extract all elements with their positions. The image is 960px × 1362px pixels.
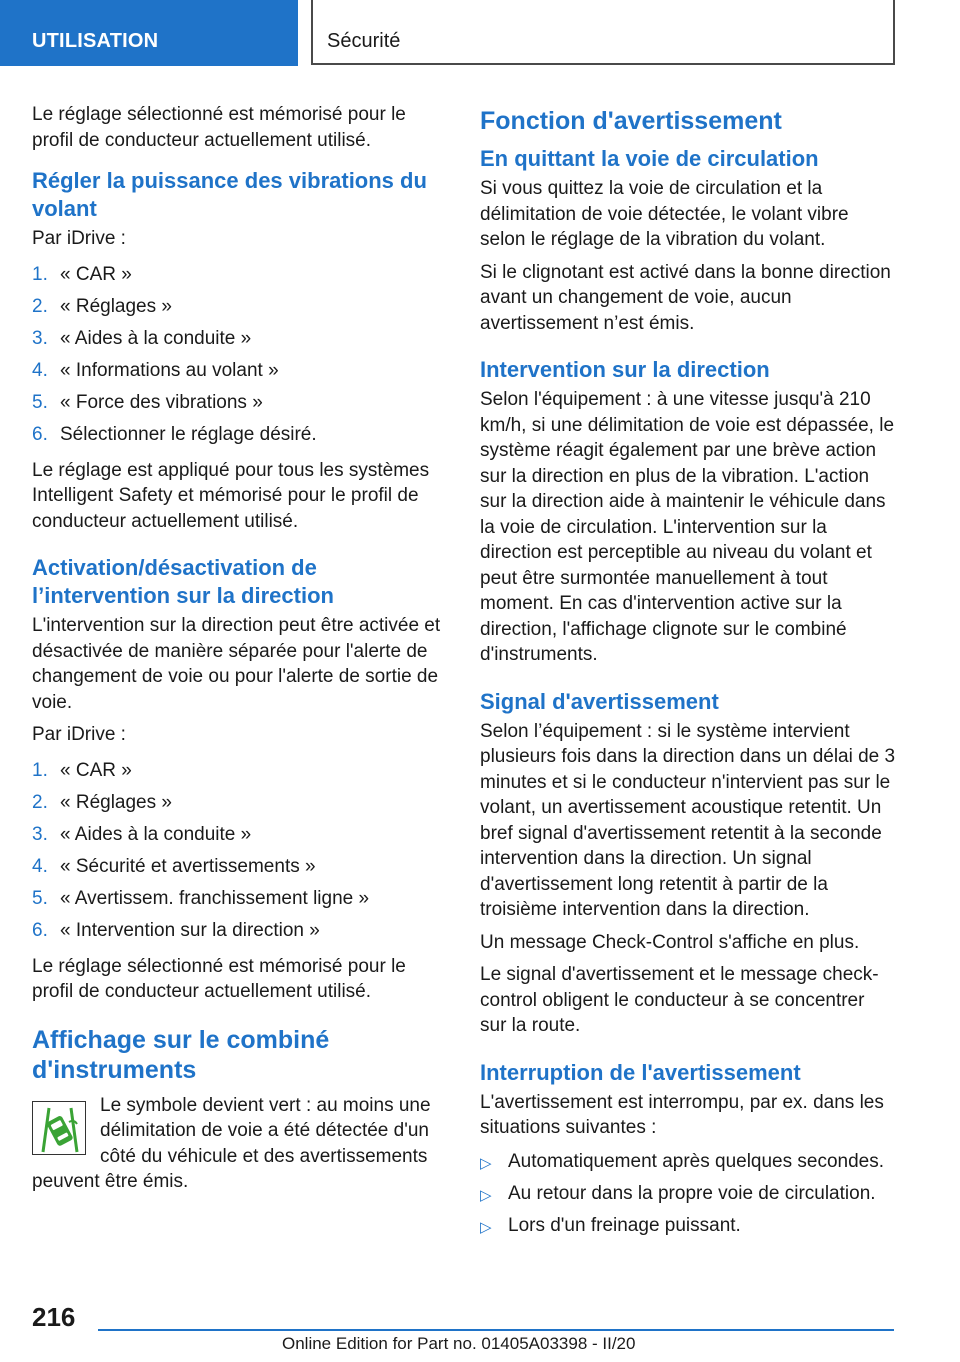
activation-heading: Activation/désactivation de l’intervention sur la direction <box>32 555 334 608</box>
list-item: 5. « Force des vibrations » <box>32 391 263 413</box>
interruption-list <box>480 1149 896 1245</box>
list-item: 1. « CAR » <box>32 759 132 781</box>
footer-divider <box>98 1329 894 1331</box>
list-item: 1. « CAR » <box>32 263 132 285</box>
intro-paragraph: Le réglage sélectionné est mémorisé pour le profil de conducteur actuellement utilisé. <box>32 104 406 151</box>
chapter-title: Sécurité <box>311 0 895 65</box>
leaving-lane-heading: En quittant la voie de circulation <box>480 146 819 171</box>
list-item: 4. « Sécurité et avertissements » <box>32 855 316 877</box>
section-tab: UTILISATION <box>0 0 298 66</box>
list-item: 3. « Aides à la conduite » <box>32 823 252 845</box>
edition-note: Online Edition for Part no. 01405A03398 - II/20 <box>282 1334 636 1353</box>
list-item: ▷ Lors d'un freinage puissant. <box>480 1213 896 1245</box>
page-number: 216 <box>32 1302 76 1332</box>
triangle-bullet-icon: ▷ <box>480 1154 492 1172</box>
steering-heading: Intervention sur la direction <box>480 357 770 382</box>
activation-steps <box>32 758 448 950</box>
left-column <box>32 102 448 1202</box>
activation-body: L'intervention sur la direction peut être activée et désactivée de manière séparée pour l'alerte de changement de voie ou pour l'alerte de sortie de voie. <box>32 615 441 713</box>
steering-p1: Selon l'équipement : à une vitesse jusqu'à 210 km/h, si une délimitation de voie est dépassée, le système réagit également par une brève action sur la direction en plus de la vibration. L'action sur la direction aide à maintenir le véhicule dans la voie de circulation. L'intervention sur la direction est perceptible au niveau du volant et peut être surmontée manuellement à tout moment. En cas d'intervention active sur la direction, l'affichage clignote sur le combiné d'instruments. <box>480 389 895 665</box>
signal-p2: Un message Check-Control s'affiche en plus. <box>480 931 860 953</box>
list-item: 2. « Réglages » <box>32 791 172 813</box>
vibration-lead: Par iDrive : <box>32 228 126 249</box>
activation-lead: Par iDrive : <box>32 724 126 745</box>
activation-after: Le réglage sélectionné est mémorisé pour le profil de conducteur actuellement utilisé. <box>32 955 406 1002</box>
list-item: 6. « Intervention sur la direction » <box>32 919 320 941</box>
vibration-heading: Régler la puissance des vibrations du volant <box>32 168 427 221</box>
right-column <box>480 102 896 1245</box>
display-body: Le symbole devient vert : au moins une délimitation de voie a été détectée d'un côté du véhicule et des avertissements peuvent être émis. <box>32 1094 431 1192</box>
interruption-heading: Interruption de l'avertissement <box>480 1059 801 1085</box>
warning-function-heading: Fonction d'avertissement <box>480 107 782 135</box>
lane-assist-icon <box>32 1101 86 1155</box>
triangle-bullet-icon: ▷ <box>480 1186 492 1204</box>
signal-p3: Le signal d'avertissement et le message check-control obligent le conducteur à se concentrer sur la route. <box>480 964 879 1036</box>
list-item: ▷ Au retour dans la propre voie de circulation. <box>480 1181 896 1213</box>
triangle-bullet-icon: ▷ <box>480 1218 492 1236</box>
list-item: 5. « Avertissem. franchissement ligne » <box>32 887 370 909</box>
list-item: 2. « Réglages » <box>32 295 172 317</box>
list-item: 4. « Informations au volant » <box>32 359 279 381</box>
list-item: 6. Sélectionner le réglage désiré. <box>32 423 317 445</box>
list-item: 3. « Aides à la conduite » <box>32 327 252 349</box>
page-header <box>0 0 960 66</box>
signal-heading: Signal d'avertissement <box>480 688 719 714</box>
interruption-p1: L'avertissement est interrompu, par ex. dans les situations suivantes : <box>480 1091 884 1138</box>
vibration-steps <box>32 262 448 454</box>
signal-p1: Selon l’équipement : si le système intervient plusieurs fois dans la direction dans un délai de 3 minutes et si le conducteur n'intervient pas sur le volant, un avertissement acoustique retentit. Un bref signal d'avertissement retentit à la seconde intervention dans la direction. Un signal d'avertissement long retentit à partir de la troisième intervention dans la direction. <box>480 720 896 920</box>
list-item: ▷ Automatiquement après quelques secondes. <box>480 1149 896 1181</box>
leaving-lane-p2: Si le clignotant est activé dans la bonne direction avant un changement de voie, aucun avertissement n’est émis. <box>480 261 891 334</box>
leaving-lane-p1: Si vous quittez la voie de circulation et la délimitation de voie détectée, le volant vibre selon le réglage de la vibration du volant. <box>480 178 849 250</box>
vibration-after: Le réglage est appliqué pour tous les systèmes Intelligent Safety et mémorisé pour le profil de conducteur actuellement utilisé. <box>32 459 430 532</box>
display-heading: Affichage sur le combiné d'instruments <box>32 1025 330 1084</box>
